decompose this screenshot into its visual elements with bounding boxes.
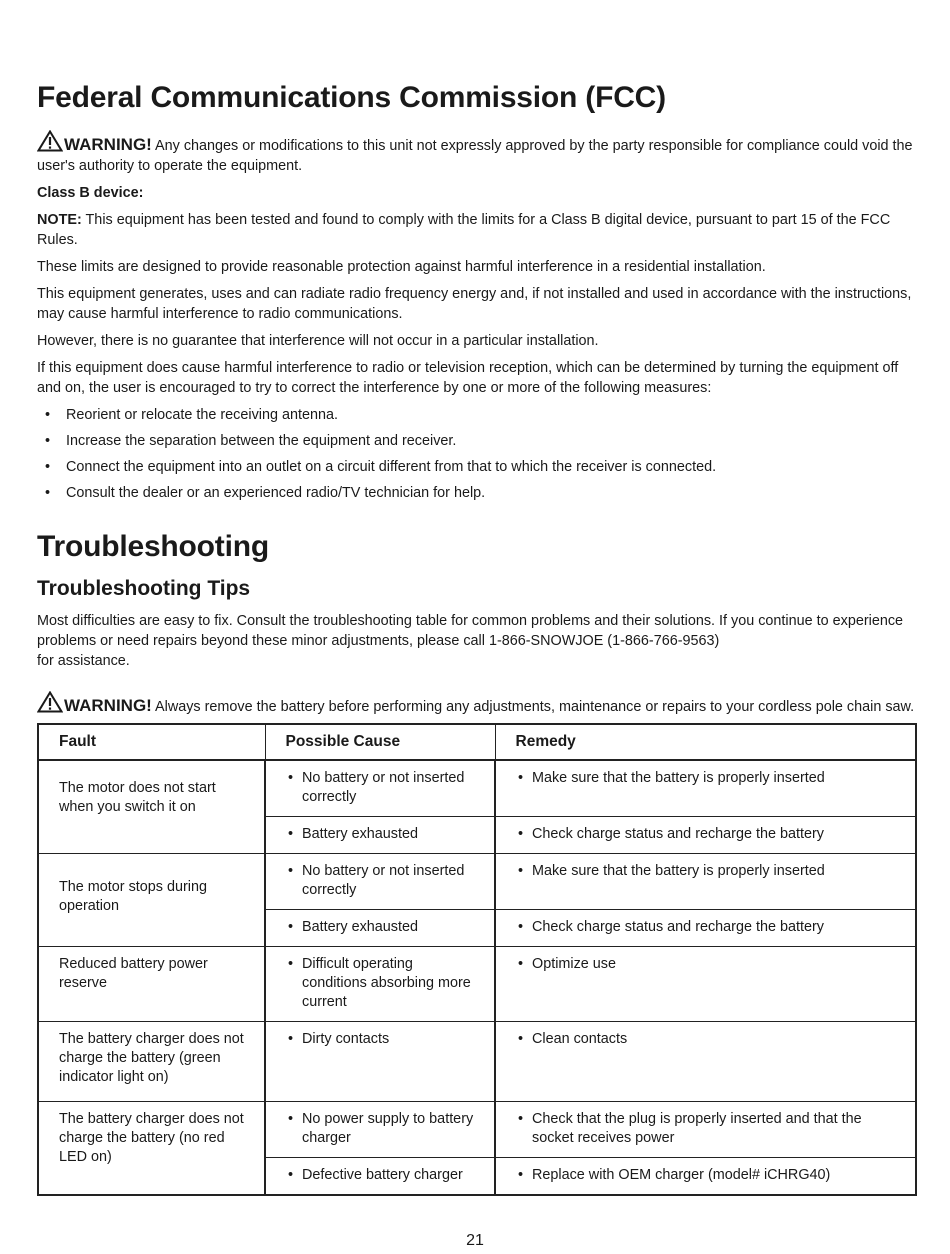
cause-cell: • Battery exhausted [265,817,495,854]
remedy-cell: • Replace with OEM charger (model# iCHRG40) [495,1158,916,1196]
cause-cell: • Dirty contacts [265,1022,495,1102]
header-fault: Fault [38,724,265,760]
list-item: • Consult the dealer or an experienced radio/TV technician for help. [45,485,486,501]
measures-list [37,405,915,503]
remedy-cell: • Make sure that the battery is properly inserted [495,760,916,817]
list-item: • Connect the equipment into an outlet on a circuit different from that to which the receiver is connected. [45,459,717,475]
troubleshooting-title: Troubleshooting [37,530,269,563]
remedy-cell: • Check charge status and recharge the battery [495,910,916,947]
fcc-warning [37,130,915,176]
table-header-row [38,724,916,760]
cause-cell: • Difficult operating conditions absorbing more current [265,947,495,1022]
warning-triangle-icon [37,130,63,152]
fault-cell: The battery charger does not charge the battery (green indicator light on) [38,1022,265,1102]
troubleshooting-table [37,723,917,1196]
remedy-cell: • Check that the plug is properly inserted and that the socket receives power [495,1102,916,1158]
fcc-paragraph-3: However, there is no guarantee that interference will not occur in a particular installation. [37,333,599,349]
fault-cell: The motor stops during operation [38,854,265,947]
fcc-paragraph-2: This equipment generates, uses and can radiate radio frequency energy and, if not installed and used in accordance with the instructions, may cause harmful interference to radio communications. [37,286,912,322]
fault-cell: The motor does not start when you switch it on [38,760,265,854]
table-row [38,854,916,910]
warning-label: WARNING! [64,135,152,154]
troubleshooting-intro: Most difficulties are easy to fix. Consult the troubleshooting table for common problems and their solutions. If you continue to experience problems or need repairs beyond these minor adjustments, please call 1-866-SNOWJOE (1-866-766-9563) for assistance. [37,613,904,669]
warning-text: Always remove the battery before performing any adjustments, maintenance or repairs to your cordless pole chain saw. [151,699,915,715]
cause-cell: • No battery or not inserted correctly [265,854,495,910]
cause-cell: • No battery or not inserted correctly [265,760,495,817]
remedy-cell: • Check charge status and recharge the battery [495,817,916,854]
troubleshooting-warning [37,691,915,717]
cause-cell: • Defective battery charger [265,1158,495,1196]
table-row [38,1102,916,1158]
remedy-cell: • Clean contacts [495,1022,916,1102]
cause-cell: • No power supply to battery charger [265,1102,495,1158]
list-item: • Reorient or relocate the receiving antenna. [45,407,338,423]
fault-cell: Reduced battery power reserve [38,947,265,1022]
page-content [37,78,915,1196]
class-b-label: Class B device: [37,185,144,201]
header-remedy: Remedy [495,724,916,760]
cause-cell: • Battery exhausted [265,910,495,947]
troubleshooting-subtitle: Troubleshooting Tips [37,577,251,600]
page-number: 21 [466,1232,484,1249]
remedy-cell: • Optimize use [495,947,916,1022]
list-item: • Increase the separation between the equipment and receiver. [45,433,457,449]
note-label: NOTE: [37,212,82,228]
table-row [38,760,916,817]
fcc-title: Federal Communications Commission (FCC) [37,81,666,114]
header-cause: Possible Cause [265,724,495,760]
fcc-note [37,210,915,250]
note-text: This equipment has been tested and found to comply with the limits for a Class B digital device, pursuant to part 15 of the FCC Rules. [37,212,891,248]
warning-text: Any changes or modifications to this unit not expressly approved by the party responsible for compliance could void the user's authority to operate the equipment. [37,138,913,174]
fcc-paragraph-4: If this equipment does cause harmful interference to radio or television reception, which can be determined by turning the equipment off and on, the user is encouraged to try to correct the interference by one or more of the following measures: [37,360,899,396]
table-row [38,947,916,1022]
fault-cell: The battery charger does not charge the battery (no red LED on) [38,1102,265,1196]
warning-label: WARNING! [64,696,152,715]
table-row [38,1022,916,1102]
warning-triangle-icon [37,691,63,713]
remedy-cell: • Make sure that the battery is properly inserted [495,854,916,910]
fcc-paragraph-1: These limits are designed to provide reasonable protection against harmful interference in a residential installation. [37,259,766,275]
